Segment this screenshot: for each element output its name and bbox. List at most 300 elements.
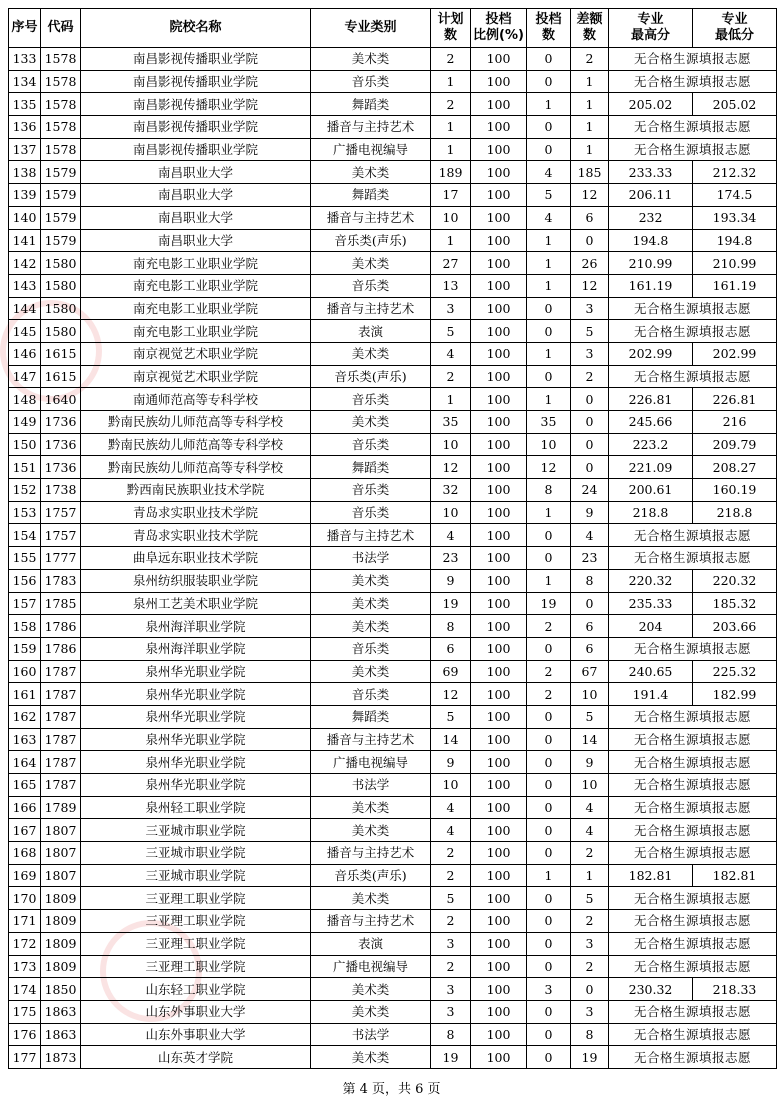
cell-admitted: 1 xyxy=(527,569,571,592)
cell-ratio: 100 xyxy=(471,615,527,638)
table-row xyxy=(9,978,777,1001)
cell-school: 南昌影视传播职业学院 xyxy=(81,138,311,161)
cell-gap: 3 xyxy=(571,932,609,955)
cell-plan: 2 xyxy=(431,365,471,388)
cell-major-type: 表演 xyxy=(311,320,431,343)
cell-admitted: 12 xyxy=(527,456,571,479)
cell-admitted: 5 xyxy=(527,184,571,207)
cell-max-score: 226.81 xyxy=(609,388,693,411)
cell-ratio: 100 xyxy=(471,819,527,842)
cell-max-score: 161.19 xyxy=(609,274,693,297)
cell-ratio: 100 xyxy=(471,433,527,456)
cell-admitted: 2 xyxy=(527,660,571,683)
cell-school: 南昌影视传播职业学院 xyxy=(81,93,311,116)
cell-plan: 19 xyxy=(431,592,471,615)
cell-major-type: 美术类 xyxy=(311,161,431,184)
table-row xyxy=(9,819,777,842)
cell-plan: 189 xyxy=(431,161,471,184)
cell-school: 泉州华光职业学院 xyxy=(81,683,311,706)
cell-ratio: 100 xyxy=(471,161,527,184)
cell-min-score: 161.19 xyxy=(693,274,777,297)
cell-seq: 143 xyxy=(9,274,41,297)
cell-school: 泉州华光职业学院 xyxy=(81,751,311,774)
cell-max-score: 206.11 xyxy=(609,184,693,207)
cell-seq: 170 xyxy=(9,887,41,910)
cell-ratio: 100 xyxy=(471,524,527,547)
cell-school: 山东轻工职业学院 xyxy=(81,978,311,1001)
cell-plan: 1 xyxy=(431,388,471,411)
cell-min-score: 160.19 xyxy=(693,479,777,502)
cell-plan: 8 xyxy=(431,1023,471,1046)
cell-gap: 5 xyxy=(571,320,609,343)
cell-major-type: 播音与主持艺术 xyxy=(311,297,431,320)
table-row xyxy=(9,683,777,706)
cell-ratio: 100 xyxy=(471,365,527,388)
cell-major-type: 舞蹈类 xyxy=(311,93,431,116)
cell-seq: 148 xyxy=(9,388,41,411)
cell-major-type: 广播电视编导 xyxy=(311,955,431,978)
cell-major-type: 音乐类 xyxy=(311,388,431,411)
cell-gap: 0 xyxy=(571,592,609,615)
cell-ratio: 100 xyxy=(471,229,527,252)
cell-seq: 137 xyxy=(9,138,41,161)
cell-seq: 152 xyxy=(9,479,41,502)
cell-admitted: 0 xyxy=(527,48,571,71)
table-row xyxy=(9,433,777,456)
cell-school: 南充电影工业职业学院 xyxy=(81,320,311,343)
cell-major-type: 美术类 xyxy=(311,887,431,910)
cell-school: 三亚城市职业学院 xyxy=(81,864,311,887)
cell-school: 泉州工艺美术职业学院 xyxy=(81,592,311,615)
cell-major-type: 美术类 xyxy=(311,411,431,434)
cell-min-score: 185.32 xyxy=(693,592,777,615)
cell-code: 1580 xyxy=(41,297,81,320)
cell-code: 1783 xyxy=(41,569,81,592)
table-row xyxy=(9,116,777,139)
cell-admitted: 0 xyxy=(527,637,571,660)
cell-gap: 2 xyxy=(571,842,609,865)
cell-admitted: 0 xyxy=(527,932,571,955)
table-row xyxy=(9,637,777,660)
cell-gap: 4 xyxy=(571,819,609,842)
cell-major-type: 舞蹈类 xyxy=(311,456,431,479)
cell-gap: 10 xyxy=(571,774,609,797)
cell-admitted: 0 xyxy=(527,751,571,774)
cell-ratio: 100 xyxy=(471,932,527,955)
cell-major-type: 音乐类 xyxy=(311,637,431,660)
cell-admitted: 19 xyxy=(527,592,571,615)
cell-school: 南充电影工业职业学院 xyxy=(81,297,311,320)
header-seq: 序号 xyxy=(9,9,41,48)
table-row xyxy=(9,320,777,343)
cell-max-score: 245.66 xyxy=(609,411,693,434)
cell-code: 1787 xyxy=(41,751,81,774)
cell-ratio: 100 xyxy=(471,978,527,1001)
cell-max-score: 221.09 xyxy=(609,456,693,479)
cell-min-score: 194.8 xyxy=(693,229,777,252)
cell-school: 南昌影视传播职业学院 xyxy=(81,116,311,139)
cell-no-applicant-note: 无合格生源填报志愿 xyxy=(609,705,777,728)
cell-plan: 9 xyxy=(431,569,471,592)
cell-code: 1787 xyxy=(41,774,81,797)
table-row xyxy=(9,910,777,933)
cell-seq: 145 xyxy=(9,320,41,343)
table-row xyxy=(9,1023,777,1046)
cell-plan: 12 xyxy=(431,683,471,706)
cell-admitted: 2 xyxy=(527,615,571,638)
cell-gap: 1 xyxy=(571,138,609,161)
cell-plan: 4 xyxy=(431,342,471,365)
cell-code: 1809 xyxy=(41,910,81,933)
cell-min-score: 203.66 xyxy=(693,615,777,638)
cell-code: 1578 xyxy=(41,48,81,71)
table-row xyxy=(9,615,777,638)
cell-plan: 14 xyxy=(431,728,471,751)
table-row xyxy=(9,774,777,797)
cell-code: 1580 xyxy=(41,320,81,343)
cell-seq: 149 xyxy=(9,411,41,434)
table-row xyxy=(9,206,777,229)
cell-school: 南昌职业大学 xyxy=(81,161,311,184)
table-row xyxy=(9,456,777,479)
cell-code: 1579 xyxy=(41,184,81,207)
cell-ratio: 100 xyxy=(471,728,527,751)
cell-ratio: 100 xyxy=(471,592,527,615)
cell-major-type: 音乐类 xyxy=(311,501,431,524)
cell-admitted: 0 xyxy=(527,524,571,547)
cell-gap: 2 xyxy=(571,48,609,71)
table-row xyxy=(9,297,777,320)
cell-major-type: 音乐类 xyxy=(311,479,431,502)
cell-seq: 154 xyxy=(9,524,41,547)
cell-school: 南通师范高等专科学校 xyxy=(81,388,311,411)
cell-admitted: 10 xyxy=(527,433,571,456)
cell-code: 1578 xyxy=(41,93,81,116)
cell-admitted: 0 xyxy=(527,365,571,388)
cell-ratio: 100 xyxy=(471,796,527,819)
cell-no-applicant-note: 无合格生源填报志愿 xyxy=(609,842,777,865)
cell-admitted: 1 xyxy=(527,274,571,297)
cell-ratio: 100 xyxy=(471,388,527,411)
cell-admitted: 3 xyxy=(527,978,571,1001)
cell-major-type: 广播电视编导 xyxy=(311,751,431,774)
cell-major-type: 美术类 xyxy=(311,819,431,842)
cell-admitted: 0 xyxy=(527,138,571,161)
cell-min-score: 193.34 xyxy=(693,206,777,229)
cell-plan: 2 xyxy=(431,48,471,71)
cell-gap: 0 xyxy=(571,411,609,434)
cell-school: 黔南民族幼儿师范高等专科学校 xyxy=(81,411,311,434)
cell-plan: 2 xyxy=(431,93,471,116)
cell-plan: 2 xyxy=(431,955,471,978)
cell-no-applicant-note: 无合格生源填报志愿 xyxy=(609,1023,777,1046)
cell-plan: 27 xyxy=(431,252,471,275)
cell-max-score: 235.33 xyxy=(609,592,693,615)
cell-major-type: 播音与主持艺术 xyxy=(311,116,431,139)
cell-ratio: 100 xyxy=(471,70,527,93)
cell-plan: 4 xyxy=(431,796,471,819)
cell-admitted: 0 xyxy=(527,910,571,933)
cell-code: 1787 xyxy=(41,660,81,683)
cell-school: 南充电影工业职业学院 xyxy=(81,252,311,275)
cell-min-score: 182.99 xyxy=(693,683,777,706)
cell-admitted: 1 xyxy=(527,388,571,411)
table-row xyxy=(9,842,777,865)
cell-major-type: 舞蹈类 xyxy=(311,184,431,207)
cell-plan: 4 xyxy=(431,524,471,547)
cell-no-applicant-note: 无合格生源填报志愿 xyxy=(609,796,777,819)
cell-gap: 0 xyxy=(571,388,609,411)
header-school: 院校名称 xyxy=(81,9,311,48)
cell-gap: 8 xyxy=(571,1023,609,1046)
cell-plan: 3 xyxy=(431,1000,471,1023)
cell-gap: 67 xyxy=(571,660,609,683)
cell-seq: 140 xyxy=(9,206,41,229)
cell-no-applicant-note: 无合格生源填报志愿 xyxy=(609,932,777,955)
cell-seq: 159 xyxy=(9,637,41,660)
table-row xyxy=(9,660,777,683)
cell-code: 1640 xyxy=(41,388,81,411)
table-row xyxy=(9,955,777,978)
table-row xyxy=(9,796,777,819)
cell-gap: 9 xyxy=(571,751,609,774)
table-row xyxy=(9,592,777,615)
cell-admitted: 35 xyxy=(527,411,571,434)
cell-plan: 23 xyxy=(431,547,471,570)
cell-max-score: 204 xyxy=(609,615,693,638)
cell-plan: 3 xyxy=(431,297,471,320)
table-row xyxy=(9,569,777,592)
cell-ratio: 100 xyxy=(471,864,527,887)
cell-plan: 10 xyxy=(431,501,471,524)
cell-major-type: 播音与主持艺术 xyxy=(311,842,431,865)
cell-code: 1578 xyxy=(41,138,81,161)
cell-max-score: 218.8 xyxy=(609,501,693,524)
cell-min-score: 216 xyxy=(693,411,777,434)
cell-ratio: 100 xyxy=(471,705,527,728)
cell-gap: 0 xyxy=(571,229,609,252)
cell-plan: 32 xyxy=(431,479,471,502)
table-row xyxy=(9,184,777,207)
cell-major-type: 音乐类(声乐) xyxy=(311,864,431,887)
table-row xyxy=(9,1000,777,1023)
cell-gap: 6 xyxy=(571,637,609,660)
cell-ratio: 100 xyxy=(471,887,527,910)
table-row xyxy=(9,864,777,887)
cell-gap: 10 xyxy=(571,683,609,706)
cell-admitted: 1 xyxy=(527,864,571,887)
cell-gap: 9 xyxy=(571,501,609,524)
cell-code: 1807 xyxy=(41,819,81,842)
cell-seq: 169 xyxy=(9,864,41,887)
table-row xyxy=(9,932,777,955)
cell-code: 1807 xyxy=(41,842,81,865)
cell-school: 南京视觉艺术职业学院 xyxy=(81,342,311,365)
cell-school: 山东外事职业大学 xyxy=(81,1000,311,1023)
cell-gap: 2 xyxy=(571,365,609,388)
cell-gap: 185 xyxy=(571,161,609,184)
cell-major-type: 舞蹈类 xyxy=(311,705,431,728)
cell-admitted: 0 xyxy=(527,819,571,842)
cell-seq: 136 xyxy=(9,116,41,139)
cell-min-score: 218.8 xyxy=(693,501,777,524)
cell-gap: 1 xyxy=(571,864,609,887)
cell-ratio: 100 xyxy=(471,297,527,320)
cell-major-type: 美术类 xyxy=(311,569,431,592)
cell-seq: 134 xyxy=(9,70,41,93)
cell-admitted: 0 xyxy=(527,728,571,751)
cell-gap: 0 xyxy=(571,978,609,1001)
cell-major-type: 美术类 xyxy=(311,1000,431,1023)
cell-major-type: 广播电视编导 xyxy=(311,138,431,161)
cell-no-applicant-note: 无合格生源填报志愿 xyxy=(609,297,777,320)
header-max-score: 专业 最高分 xyxy=(609,9,693,48)
cell-admitted: 0 xyxy=(527,774,571,797)
cell-code: 1863 xyxy=(41,1023,81,1046)
cell-major-type: 美术类 xyxy=(311,592,431,615)
cell-school: 三亚城市职业学院 xyxy=(81,819,311,842)
cell-admitted: 0 xyxy=(527,116,571,139)
cell-min-score: 210.99 xyxy=(693,252,777,275)
table-row xyxy=(9,388,777,411)
cell-code: 1736 xyxy=(41,456,81,479)
cell-school: 南昌职业大学 xyxy=(81,206,311,229)
cell-ratio: 100 xyxy=(471,774,527,797)
cell-ratio: 100 xyxy=(471,48,527,71)
cell-no-applicant-note: 无合格生源填报志愿 xyxy=(609,524,777,547)
cell-code: 1615 xyxy=(41,342,81,365)
cell-max-score: 230.32 xyxy=(609,978,693,1001)
cell-ratio: 100 xyxy=(471,1023,527,1046)
cell-gap: 6 xyxy=(571,615,609,638)
cell-code: 1580 xyxy=(41,274,81,297)
cell-code: 1809 xyxy=(41,932,81,955)
cell-school: 南充电影工业职业学院 xyxy=(81,274,311,297)
cell-admitted: 0 xyxy=(527,547,571,570)
cell-ratio: 100 xyxy=(471,842,527,865)
cell-major-type: 音乐类 xyxy=(311,70,431,93)
cell-school: 泉州纺织服装职业学院 xyxy=(81,569,311,592)
cell-plan: 69 xyxy=(431,660,471,683)
cell-ratio: 100 xyxy=(471,456,527,479)
cell-no-applicant-note: 无合格生源填报志愿 xyxy=(609,547,777,570)
cell-no-applicant-note: 无合格生源填报志愿 xyxy=(609,751,777,774)
cell-code: 1579 xyxy=(41,206,81,229)
table-row xyxy=(9,887,777,910)
cell-major-type: 音乐类 xyxy=(311,433,431,456)
table-row xyxy=(9,138,777,161)
cell-admitted: 1 xyxy=(527,252,571,275)
cell-seq: 172 xyxy=(9,932,41,955)
cell-plan: 13 xyxy=(431,274,471,297)
cell-code: 1787 xyxy=(41,683,81,706)
table-row xyxy=(9,524,777,547)
cell-major-type: 书法学 xyxy=(311,1023,431,1046)
cell-max-score: 205.02 xyxy=(609,93,693,116)
admission-table-container xyxy=(8,8,776,1069)
cell-seq: 142 xyxy=(9,252,41,275)
cell-code: 1785 xyxy=(41,592,81,615)
cell-ratio: 100 xyxy=(471,252,527,275)
cell-min-score: 182.81 xyxy=(693,864,777,887)
cell-major-type: 美术类 xyxy=(311,48,431,71)
cell-plan: 19 xyxy=(431,1046,471,1069)
header-admitted: 投档 数 xyxy=(527,9,571,48)
cell-code: 1757 xyxy=(41,501,81,524)
cell-min-score: 208.27 xyxy=(693,456,777,479)
cell-gap: 0 xyxy=(571,456,609,479)
cell-plan: 10 xyxy=(431,774,471,797)
cell-school: 泉州轻工职业学院 xyxy=(81,796,311,819)
cell-code: 1579 xyxy=(41,161,81,184)
cell-ratio: 100 xyxy=(471,501,527,524)
admission-table xyxy=(8,8,777,1069)
cell-max-score: 223.2 xyxy=(609,433,693,456)
cell-no-applicant-note: 无合格生源填报志愿 xyxy=(609,637,777,660)
table-row xyxy=(9,728,777,751)
cell-ratio: 100 xyxy=(471,660,527,683)
cell-major-type: 美术类 xyxy=(311,252,431,275)
cell-plan: 1 xyxy=(431,70,471,93)
cell-seq: 162 xyxy=(9,705,41,728)
cell-max-score: 200.61 xyxy=(609,479,693,502)
cell-plan: 5 xyxy=(431,705,471,728)
cell-ratio: 100 xyxy=(471,955,527,978)
cell-code: 1615 xyxy=(41,365,81,388)
cell-min-score: 174.5 xyxy=(693,184,777,207)
cell-school: 三亚理工职业学院 xyxy=(81,910,311,933)
cell-plan: 2 xyxy=(431,864,471,887)
cell-admitted: 0 xyxy=(527,1023,571,1046)
cell-major-type: 美术类 xyxy=(311,796,431,819)
cell-seq: 158 xyxy=(9,615,41,638)
cell-no-applicant-note: 无合格生源填报志愿 xyxy=(609,955,777,978)
cell-gap: 14 xyxy=(571,728,609,751)
cell-seq: 171 xyxy=(9,910,41,933)
cell-school: 南京视觉艺术职业学院 xyxy=(81,365,311,388)
cell-min-score: 209.79 xyxy=(693,433,777,456)
cell-seq: 156 xyxy=(9,569,41,592)
cell-school: 青岛求实职业技术学院 xyxy=(81,501,311,524)
cell-seq: 174 xyxy=(9,978,41,1001)
cell-code: 1809 xyxy=(41,955,81,978)
cell-admitted: 0 xyxy=(527,955,571,978)
cell-code: 1850 xyxy=(41,978,81,1001)
cell-code: 1787 xyxy=(41,728,81,751)
table-row xyxy=(9,1046,777,1069)
table-row xyxy=(9,411,777,434)
cell-major-type: 书法学 xyxy=(311,547,431,570)
cell-major-type: 音乐类 xyxy=(311,274,431,297)
cell-school: 泉州海洋职业学院 xyxy=(81,637,311,660)
cell-gap: 2 xyxy=(571,910,609,933)
cell-gap: 12 xyxy=(571,184,609,207)
cell-admitted: 0 xyxy=(527,1046,571,1069)
cell-school: 山东外事职业大学 xyxy=(81,1023,311,1046)
cell-code: 1863 xyxy=(41,1000,81,1023)
cell-school: 青岛求实职业技术学院 xyxy=(81,524,311,547)
cell-code: 1736 xyxy=(41,433,81,456)
cell-school: 泉州华光职业学院 xyxy=(81,660,311,683)
cell-min-score: 226.81 xyxy=(693,388,777,411)
cell-max-score: 220.32 xyxy=(609,569,693,592)
cell-code: 1786 xyxy=(41,637,81,660)
table-row xyxy=(9,342,777,365)
cell-ratio: 100 xyxy=(471,206,527,229)
cell-major-type: 美术类 xyxy=(311,615,431,638)
cell-no-applicant-note: 无合格生源填报志愿 xyxy=(609,1000,777,1023)
cell-plan: 9 xyxy=(431,751,471,774)
